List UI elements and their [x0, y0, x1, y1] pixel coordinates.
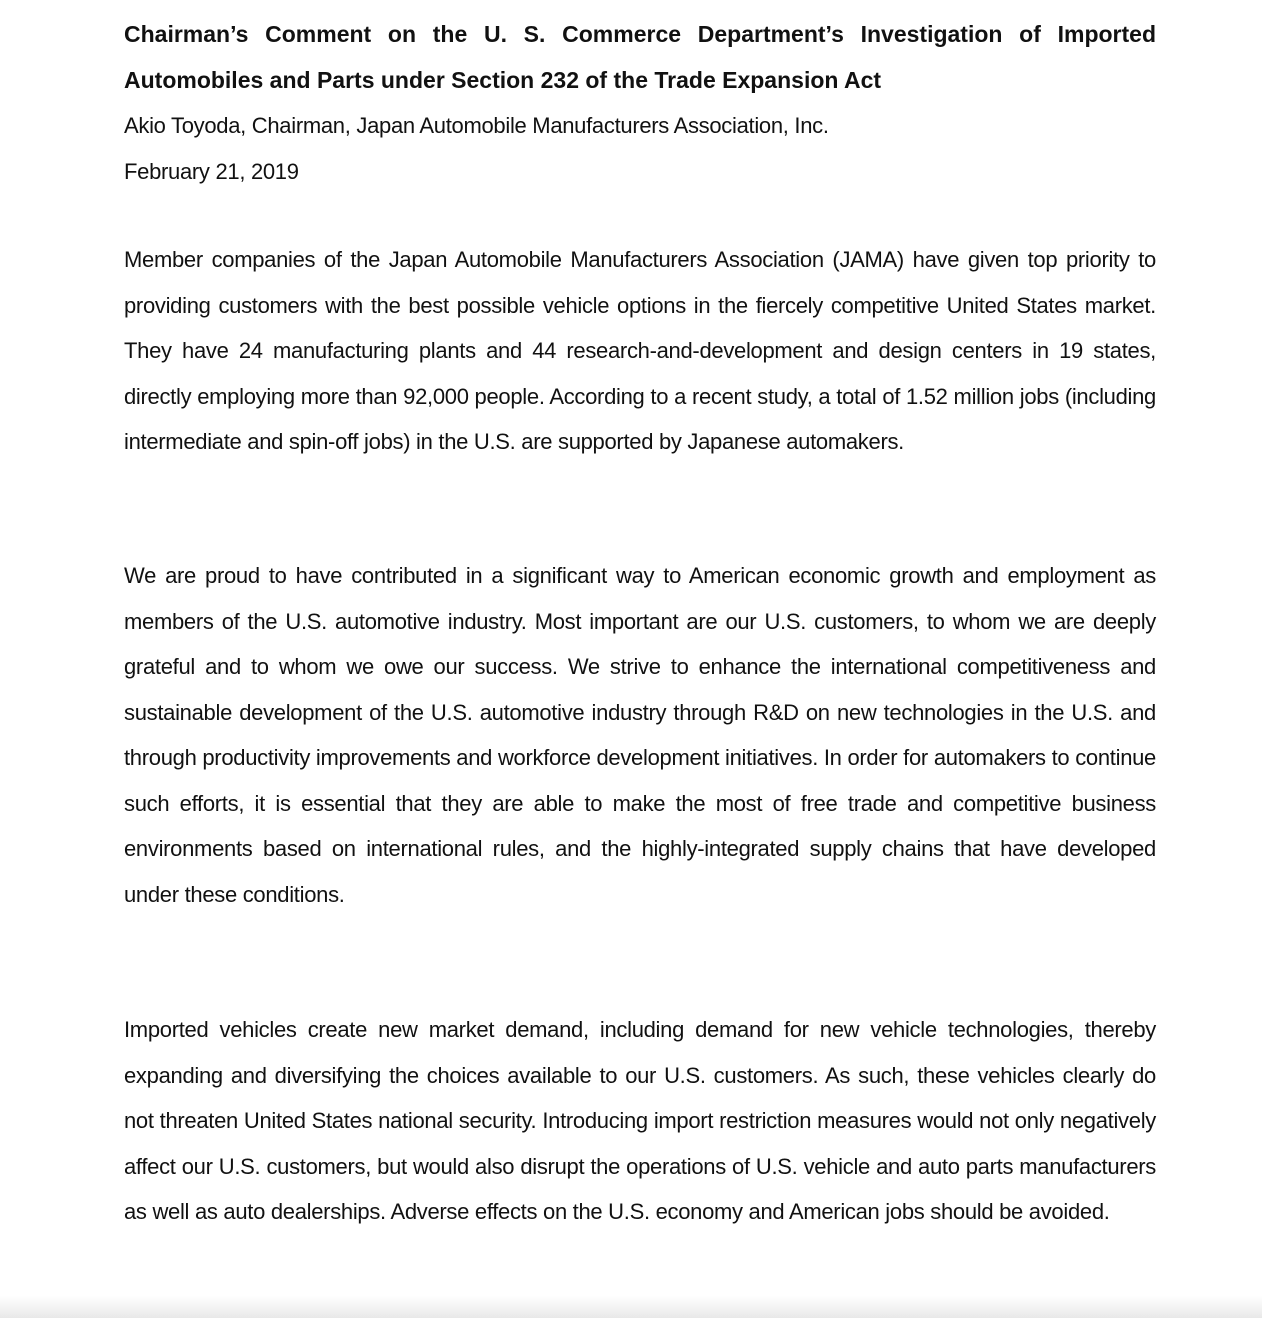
paragraph-3: Imported vehicles create new market demand, including demand for new vehicle technologies, thereby expanding and diversifying the choices available to our U.S. customers. As such, these vehicles clearly do not threaten United States national security. Introducing import restriction measures would not only negatively affect our U.S. customers, but would also disrupt the operations of U.S. vehicle and auto parts manufacturers as well as auto dealerships. Adverse effects on the U.S. economy and American jobs should be avoided.: [124, 1017, 1156, 1224]
paragraph-2: We are proud to have contributed in a significant way to American economic growth and employment as members of the U.S. automotive industry. Most important are our U.S. customers, to whom we are deeply grateful and to whom we owe our success. We strive to enhance the international competitiveness and sustainable development of the U.S. automotive industry through R&D on new technologies in the U.S. and through productivity improvements and workforce development initiatives. In order for automakers to continue such efforts, it is essential that they are able to make the most of free trade and competitive business environments based on international rules, and the highly-integrated supply chains that have developed under these conditions.: [124, 563, 1156, 907]
page-bottom-shadow: [0, 1296, 1262, 1318]
document-title: Chairman’s Comment on the U. S. Commerce Department’s Investigation of Imported Automobiles and Parts under Section 232 of the Trade Expansion Act: [124, 21, 1156, 93]
document-page: [124, 12, 1156, 1224]
paragraph-1: Member companies of the Japan Automobile Manufacturers Association (JAMA) have given top priority to providing customers with the best possible vehicle options in the fiercely competitive United States market. They have 24 manufacturing plants and 44 research-and-development and design centers in 19 states, directly employing more than 92,000 people. According to a recent study, a total of 1.52 million jobs (including intermediate and spin-off jobs) in the U.S. are supported by Japanese automakers.: [124, 247, 1156, 454]
document-date: February 21, 2019: [124, 158, 299, 184]
author-line: Akio Toyoda, Chairman, Japan Automobile Manufacturers Association, Inc.: [124, 113, 829, 138]
